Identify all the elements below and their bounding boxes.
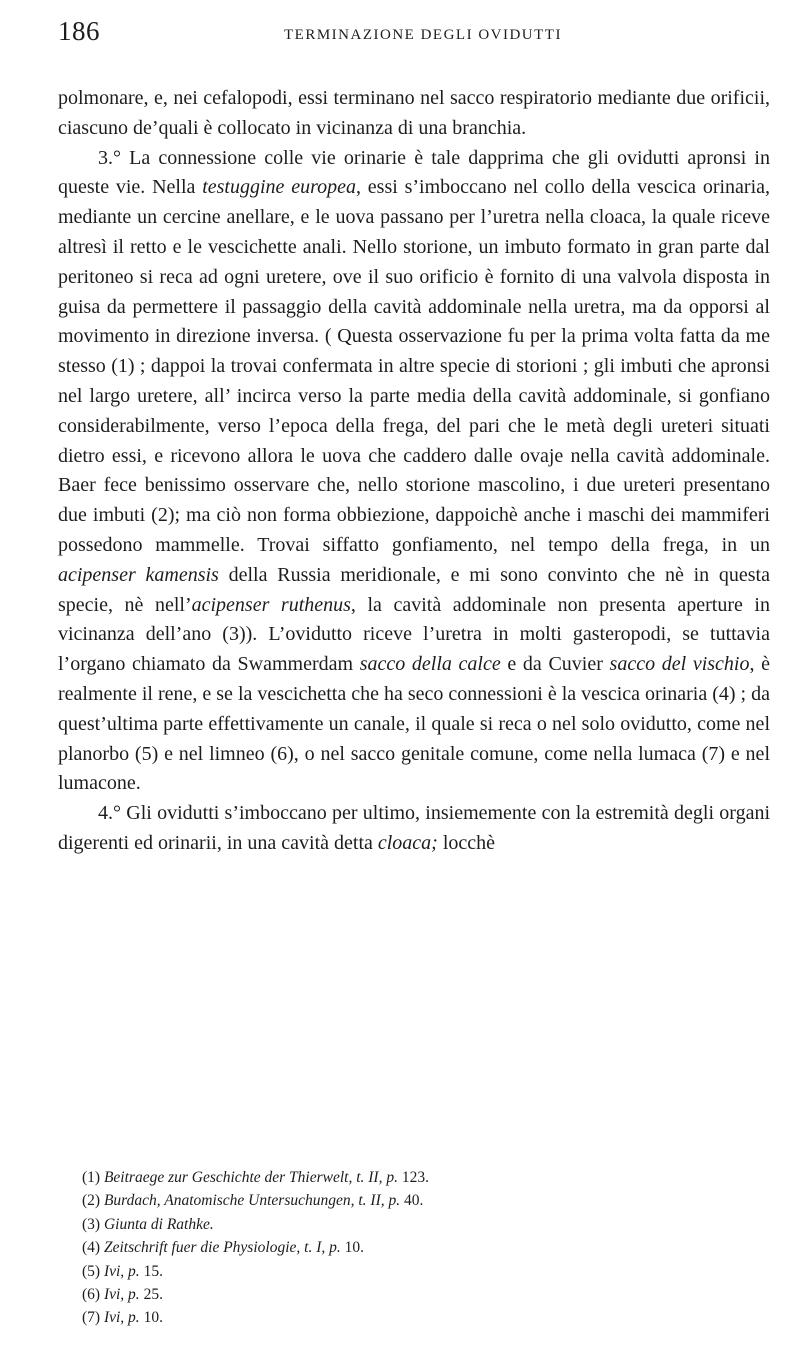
footnote [82,1236,762,1259]
footnote [82,1166,762,1189]
text-run: 40. [400,1192,424,1210]
text-run: della Russia meridionale, e mi sono convinto che nè in questa specie, nè nell’ [58,563,770,616]
footnote [82,1260,762,1283]
footnote [82,1189,762,1212]
italic-text: sacco del vischio [609,653,750,676]
italic-text: acipenser ruthenus [191,593,351,616]
text-run: 123. [397,1169,429,1186]
text-run: (2) [82,1192,104,1210]
text-run: (5) [82,1262,104,1280]
page-number: 186 [58,16,100,46]
text-run: , è realmente il rene, e se la vescichetta che ha seco connessioni è la vescica orinaria (4) ; da quest’ultima parte effettivamente un canale, il quale si reca o nel solo ovidutto, come nel planorbo (5) e nel limneo (6), o nel sacco genitale comune, come nella lumaca (7) e nel lumacone. [58,653,771,795]
italic-text: sacco della calce [359,653,501,676]
text-run: 3.° La connessione colle vie orinarie è tale dapprima che gli ovidutti apronsi in queste vie. Nella [58,146,770,199]
text-run: (4) [82,1239,104,1257]
text-run: (1) [82,1169,104,1186]
paragraph [58,799,770,859]
italic-text: Zeitschrift fuer die Physiologie, t. I, p. [103,1239,341,1257]
italic-text: Burdach, Anatomische Untersuchungen, t. II, p. [103,1192,401,1210]
text-run: 10. [139,1309,163,1327]
footnotes [82,1166,762,1330]
text-run: (7) [82,1309,104,1327]
paragraph [58,84,770,144]
text-run: 15. [139,1262,163,1280]
text-run: 4.° Gli ovidutti s’imboccano per ultimo, insiememente con la estremità degli organi digerenti ed orinarii, in una cavità detta [58,802,770,854]
text-run: e da Cuvier [500,653,610,676]
italic-text: cloaca; [377,831,438,854]
italic-text: Ivi, p. [103,1262,140,1280]
text-run: , essi s’imboccano nel collo della vescica orinaria, mediante un cercine anellare, e le uova passano per l’uretra nella cloaca, la quale riceve altresì il retto e le vescichette anali. Nello storione, un imbuto formato in gran parte dal peritoneo si reca ad ogni uretere, ove il suo orificio è fornito di una valvola disposta in guisa da permettere il passaggio della cavità addominale nella uretra, ma da opporsi al movimento in direzione inversa. ( Questa osservazione fu per la prima volta fatta da me stesso (1) ; dappoi la trovai confermata in altre specie di storioni ; gli imbuti che apronsi nel largo uretere, all’ incirca verso la parte media della cavità addominale, si gonfiano considerabilmente, verso l’epoca della frega, del pari che le metà degli ureteri situati dietro essi, e ricevono allora le uova che caddero dalle ovaje nella cavità addominale. Baer fece benissimo osservare che, nello storione mascolino, i due ureteri presentano due imbuti (2); ma ciò non forma obbiezione, dappoichè anche i maschi dei mammiferi possedono mammelle. Trovai siffatto gonfiamento, nel tempo della frega, in un [58,176,771,556]
text-run: 10. [340,1239,364,1257]
italic-text: Ivi, p. [103,1286,140,1304]
footnote [82,1213,762,1236]
italic-text: Ivi, p. [103,1309,140,1327]
text-run: , la cavità addominale non presenta aperture in vicinanza dell’ano (3)). L’ovidutto riceve l’uretra in molti gasteropodi, se tuttavia l’organo chiamato da Swammerdam [58,593,770,676]
footnote [82,1306,762,1329]
page-header [58,16,758,56]
italic-text: Giunta di Rathke. [103,1215,214,1233]
text-run: locchè [437,831,496,854]
body-text [58,84,770,859]
paragraph [58,144,770,800]
italic-text: acipenser kamensis [58,563,219,586]
text-run: polmonare, e, nei cefalopodi, essi terminano nel sacco respiratorio mediante due orificii, ciascuno de’quali è collocato in vicinanza di una branchia. [58,87,770,139]
running-head: TERMINAZIONE DEGLI OVIDUTTI [284,27,562,43]
italic-text: testuggine europea [202,176,356,199]
text-run: 25. [139,1286,163,1304]
text-run: (3) [82,1215,104,1233]
italic-text: Beitraege zur Geschichte der Thierwelt, t. II, p. [103,1169,398,1186]
text-run: (6) [82,1286,104,1304]
footnote [82,1283,762,1306]
